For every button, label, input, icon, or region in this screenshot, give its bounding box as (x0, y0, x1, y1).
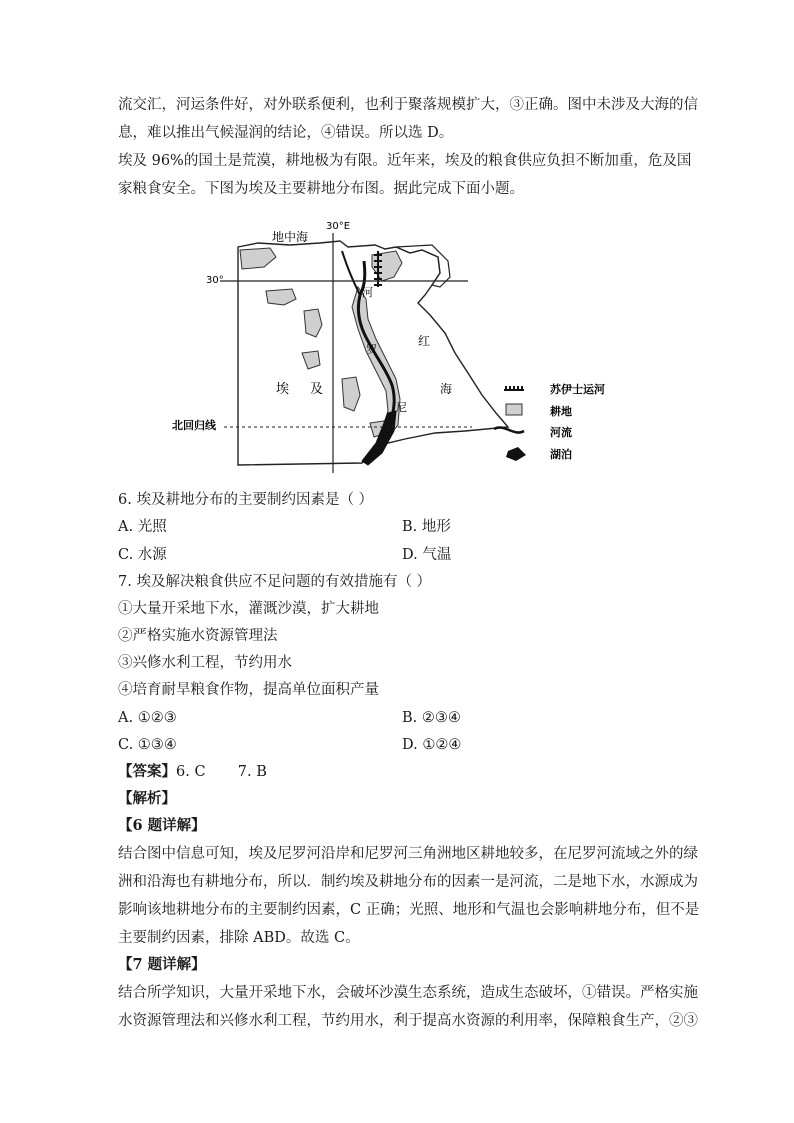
farmland-oasis-3 (302, 351, 320, 369)
legend-canal-symbol (504, 386, 524, 390)
parallel-label: 30° (206, 275, 224, 286)
q6-option-b: B. 地形 (402, 519, 451, 535)
detail7-label: 【7 题详解】 (118, 956, 206, 973)
farmland-nw-coast (240, 248, 276, 269)
country-label-2: 及 (310, 382, 324, 397)
red-sea-label-1: 红 (418, 334, 431, 348)
legend-canal-label: 苏伊士运河 (550, 383, 605, 396)
map-legend (494, 382, 605, 461)
detail6-line-2: 洲和沿海也有耕地分布，所以．制约埃及耕地分布的因素一是河流，二是地下水，水源成为 (118, 874, 698, 890)
meridian-label: 30°E (326, 221, 351, 232)
river-label-1: 河 (362, 286, 373, 299)
intro-line-1: 流交汇，河运条件好，对外联系便利，也利于聚落规模扩大，③正确。图中未涉及大海的信 (118, 97, 698, 113)
detail6-line-4: 主要制约因素，排除 ABD。故选 C。 (118, 930, 360, 946)
detail7-line-2: 水资源管理法和兴修水利工程，节约用水，利于提高水资源的利用率，保障粮食生产，②③ (118, 1013, 698, 1029)
answer-text: 6. C 7. B (176, 764, 267, 780)
farmland-oasis-2 (304, 309, 322, 337)
red-sea-label-2: 海 (440, 382, 453, 396)
river-label-3: 尼 (396, 401, 407, 414)
egypt-farmland-map (172, 215, 620, 475)
answer-line (118, 762, 267, 782)
q7-stem: 7. 埃及解决粮食供应不足问题的有效措施有（ ） (118, 574, 432, 590)
q6-option-a: A. 光照 (118, 519, 167, 535)
q7-statement-4: ④培育耐旱粮食作物，提高单位面积产量 (118, 682, 379, 698)
tropic-label: 北回归线 (172, 419, 216, 432)
legend-lake-label: 湖泊 (550, 448, 572, 461)
q7-option-d: D. ①②④ (402, 737, 462, 753)
detail6-label: 【6 题详解】 (118, 817, 206, 834)
sea-med-label: 地中海 (272, 230, 309, 244)
detail6-line-1: 结合图中信息可知，埃及尼罗河沿岸和尼罗河三角洲地区耕地较多，在尼罗河流域之外的绿 (118, 846, 698, 862)
nile-delta-branch (342, 251, 360, 295)
detail6-line-3: 影响该地耕地分布的主要制约因素，C 正确；光照、地形和气温也会影响耕地分布，但不是 (118, 902, 700, 918)
intro-line-2: 息，难以推出气候湿润的结论，④错误。所以选 D。 (118, 125, 454, 141)
q7-statement-1: ①大量开采地下水，灌溉沙漠，扩大耕地 (118, 601, 379, 617)
q7-statement-2: ②严格实施水资源管理法 (118, 628, 278, 644)
q6-option-c: C. 水源 (118, 547, 167, 563)
answer-label: 【答案】 (118, 763, 176, 780)
legend-river-label: 河流 (550, 426, 572, 439)
q7-statement-3: ③兴修水利工程，节约用水 (118, 655, 292, 671)
q7-option-b: B. ②③④ (402, 710, 461, 726)
legend-lake-symbol (506, 447, 526, 461)
intro-line-4: 家粮食安全。下图为埃及主要耕地分布图。据此完成下面小题。 (118, 181, 524, 197)
legend-river-symbol (494, 427, 524, 432)
farmland-oasis-1 (266, 289, 296, 305)
detail7-line-1: 结合所学知识，大量开采地下水，会破坏沙漠生态系统，造成生态破坏，①错误。严格实施 (118, 985, 698, 1001)
river-label-2: 罗 (366, 343, 377, 356)
q7-option-a: A. ①②③ (118, 710, 177, 726)
legend-farmland-symbol (506, 404, 522, 415)
intro-line-3: 埃及 96%的国土是荒漠，耕地极为有限。近年来，埃及的粮食供应负担不断加重，危及国 (118, 153, 692, 169)
q6-option-d: D. 气温 (402, 547, 452, 563)
q7-option-c: C. ①③④ (118, 737, 177, 753)
country-label-1: 埃 (276, 382, 290, 397)
legend-farmland-label: 耕地 (550, 405, 572, 418)
q6-stem: 6. 埃及耕地分布的主要制约因素是（ ） (118, 492, 374, 508)
farmland-oasis-4 (342, 377, 360, 411)
analysis-label: 【解析】 (118, 790, 176, 807)
